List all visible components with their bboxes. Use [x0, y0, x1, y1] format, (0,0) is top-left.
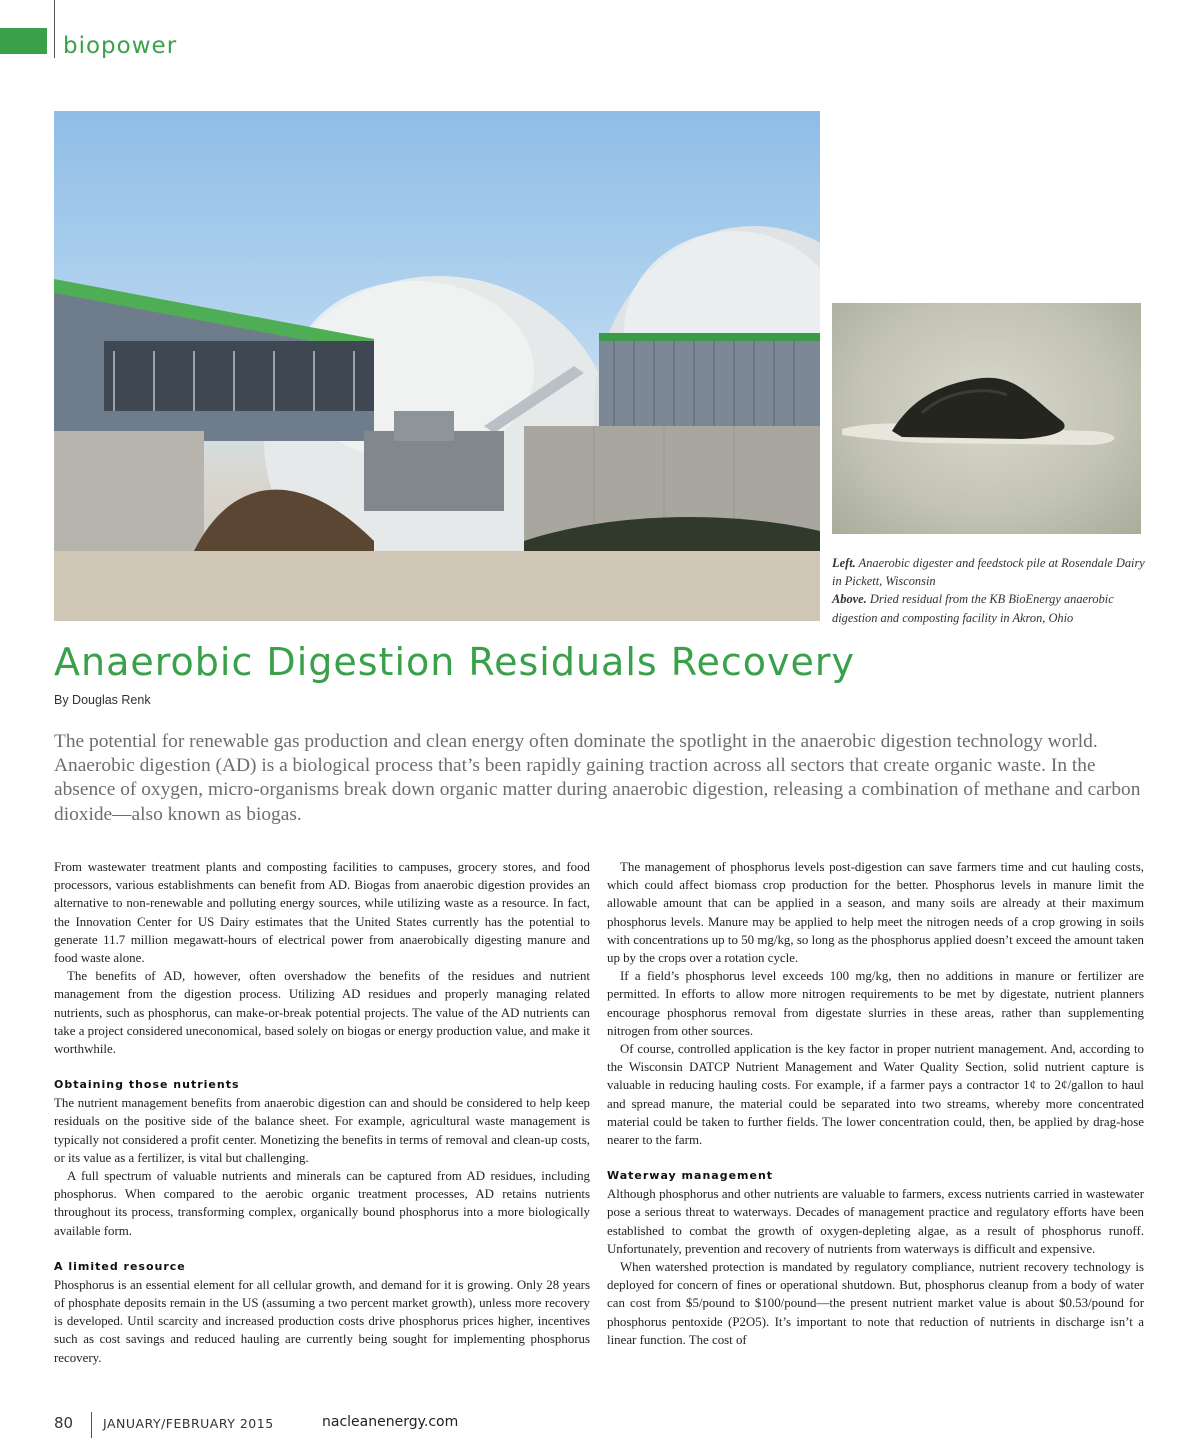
body-paragraph: Phosphorus is an essential element for all cellular growth, and demand for it is growing. Only 28 years of phosphate deposits remain in the US (assuming a two percent market growth), unless more recovery is developed. Until scarcity and increased production costs drive phosphorus prices higher, incentives such as cost savings and reduced hauling are currently being sought for implementing phosphorus recovery. [54, 1277, 590, 1365]
caption-left-label: Left. [832, 556, 856, 570]
body-paragraph: Although phosphorus and other nutrients are valuable to farmers, excess nutrients carried in wastewater pose a serious threat to waterways. Decades of management practice and regulatory efforts have been established to combat the growth of oxygen-depleting algae, as a result of phosphorus runoff. Unfortunately, prevention and recovery of nutrients from waterways is difficult and expensive. [607, 1187, 1144, 1256]
issue-date: JANUARY/FEBRUARY 2015 [103, 1416, 274, 1431]
article-title: Anaerobic Digestion Residuals Recovery [54, 640, 855, 684]
footer-divider [91, 1412, 92, 1438]
body-paragraph: The nutrient management benefits from anaerobic digestion can and should be considered to help keep residuals on the positive side of the balance sheet. For example, agricultural waste management is typically not considered a profit center. Monetizing the benefits in terms of removal and clean-up costs, or its value as a fertilizer, is vital but challenging. [54, 1096, 590, 1165]
digester-photo [54, 111, 820, 621]
body-paragraph: When watershed protection is mandated by regulatory compliance, nutrient recovery technology is deployed for concern of fines or operational shutdown. But, phosphorus cleanup from a body of water can cost from $5/pound to $100/pound—the present nutrient market value is about $0.53/pound for phosphorus pentoxide (P2O5). It’s important to note that reduction of nutrients in discharge isn’t a linear function. The cost of [607, 1260, 1144, 1347]
body-paragraph: Of course, controlled application is the key factor in proper nutrient management. And, according to the Wisconsin DATCP Nutrient Management and Water Quality Section, solid nutrient capture is valuable in reducing hauling costs. For example, if a farmer pays a contractor 1¢ to 2¢/gallon to haul and spread manure, the material could be separated into two streams, whereby more concentrated material could be taken to further fields. The lower concentration could, then, be applied by drag-hose nearer to the farm. [607, 1042, 1144, 1148]
byline: By Douglas Renk [54, 693, 151, 707]
lead-paragraph: The potential for renewable gas production and clean energy often dominate the spotlight in the anaerobic digestion technology world. Anaerobic digestion (AD) is a biological process that’s been rapidly gaining traction across all sectors that create organic waste. In the absence of oxygen, micro-organisms break down organic matter during anaerobic digestion, releasing a combination of methane and carbon dioxide—also known as biogas. [54, 731, 1141, 825]
right-column [607, 858, 1144, 1349]
left-column [54, 858, 590, 1367]
residual-spoon-photo [832, 303, 1141, 534]
subhead-waterway-management: Waterway management [607, 1169, 774, 1183]
subhead-obtaining-nutrients: Obtaining those nutrients [54, 1078, 240, 1092]
body-paragraph: The benefits of AD, however, often overshadow the benefits of the residues and nutrient management from the digestion process. Utilizing AD residues and properly managing related nutrients, such as phosphorus, can make-or-break potential projects. The value of the AD nutrients can take a project considered uneconomical, based solely on biogas or energy production value, and make it worthwhile. [54, 969, 590, 1057]
page-number: 80 [54, 1414, 74, 1432]
header-divider [54, 0, 55, 58]
body-paragraph: From wastewater treatment plants and composting facilities to campuses, grocery stores, and food processors, various establishments can benefit from AD. Biogas from anaerobic digestion provides an alternative to non-renewable and polluting energy sources, while utilizing waste as a resource. In fact, the Innovation Center for US Dairy estimates that the United States currently has the potential to generate 11.7 million megawatt-hours of electrical power from anaerobically digesting manure and food waste alone. [54, 860, 590, 966]
section-label: biopower [63, 33, 178, 59]
section-color-bar [0, 28, 47, 54]
body-paragraph: A full spectrum of valuable nutrients and minerals can be captured from AD residues, including phosphorus. When compared to the aerobic organic treatment processes, AD retains nutrients throughout its process, transforming complex, organically bound phosphorus into a more biologically available form. [54, 1169, 590, 1238]
body-paragraph: The management of phosphorus levels post-digestion can save farmers time and cut hauling costs, which could affect biomass crop production for the better. Phosphorus levels in manure limit the allowable amount that can be applied in a season, and many soils are already at their maximum phosphorus levels. Manure may be applied to help meet the nitrogen needs of a crop growing in soils with concentrations up to 50 mg/kg, so long as the phosphorus applied doesn’t exceed the amount taken up by the crops over a rotation cycle. [607, 860, 1144, 966]
page-footer [0, 1412, 1181, 1436]
body-paragraph: If a field’s phosphorus level exceeds 100 mg/kg, then no additions in manure or fertilizer are permitted. In efforts to allow more nitrogen requirements to be met by digestate, nutrient planners encourage phosphorus removal from digestate slurries in these areas, rather than supplementing nitrogen from other sources. [607, 969, 1144, 1038]
caption-above-text: Dried residual from the KB BioEnergy anaerobic digestion and composting facility in Akron, Ohio [832, 592, 1114, 625]
caption-above-label: Above. [832, 592, 867, 607]
subhead-limited-resource: A limited resource [54, 1259, 186, 1273]
photo-caption [832, 554, 1152, 627]
caption-left-text: Anaerobic digester and feedstock pile at Rosendale Dairy in Pickett, Wisconsin [832, 556, 1145, 589]
site-url[interactable]: nacleanenergy.com [322, 1414, 459, 1430]
